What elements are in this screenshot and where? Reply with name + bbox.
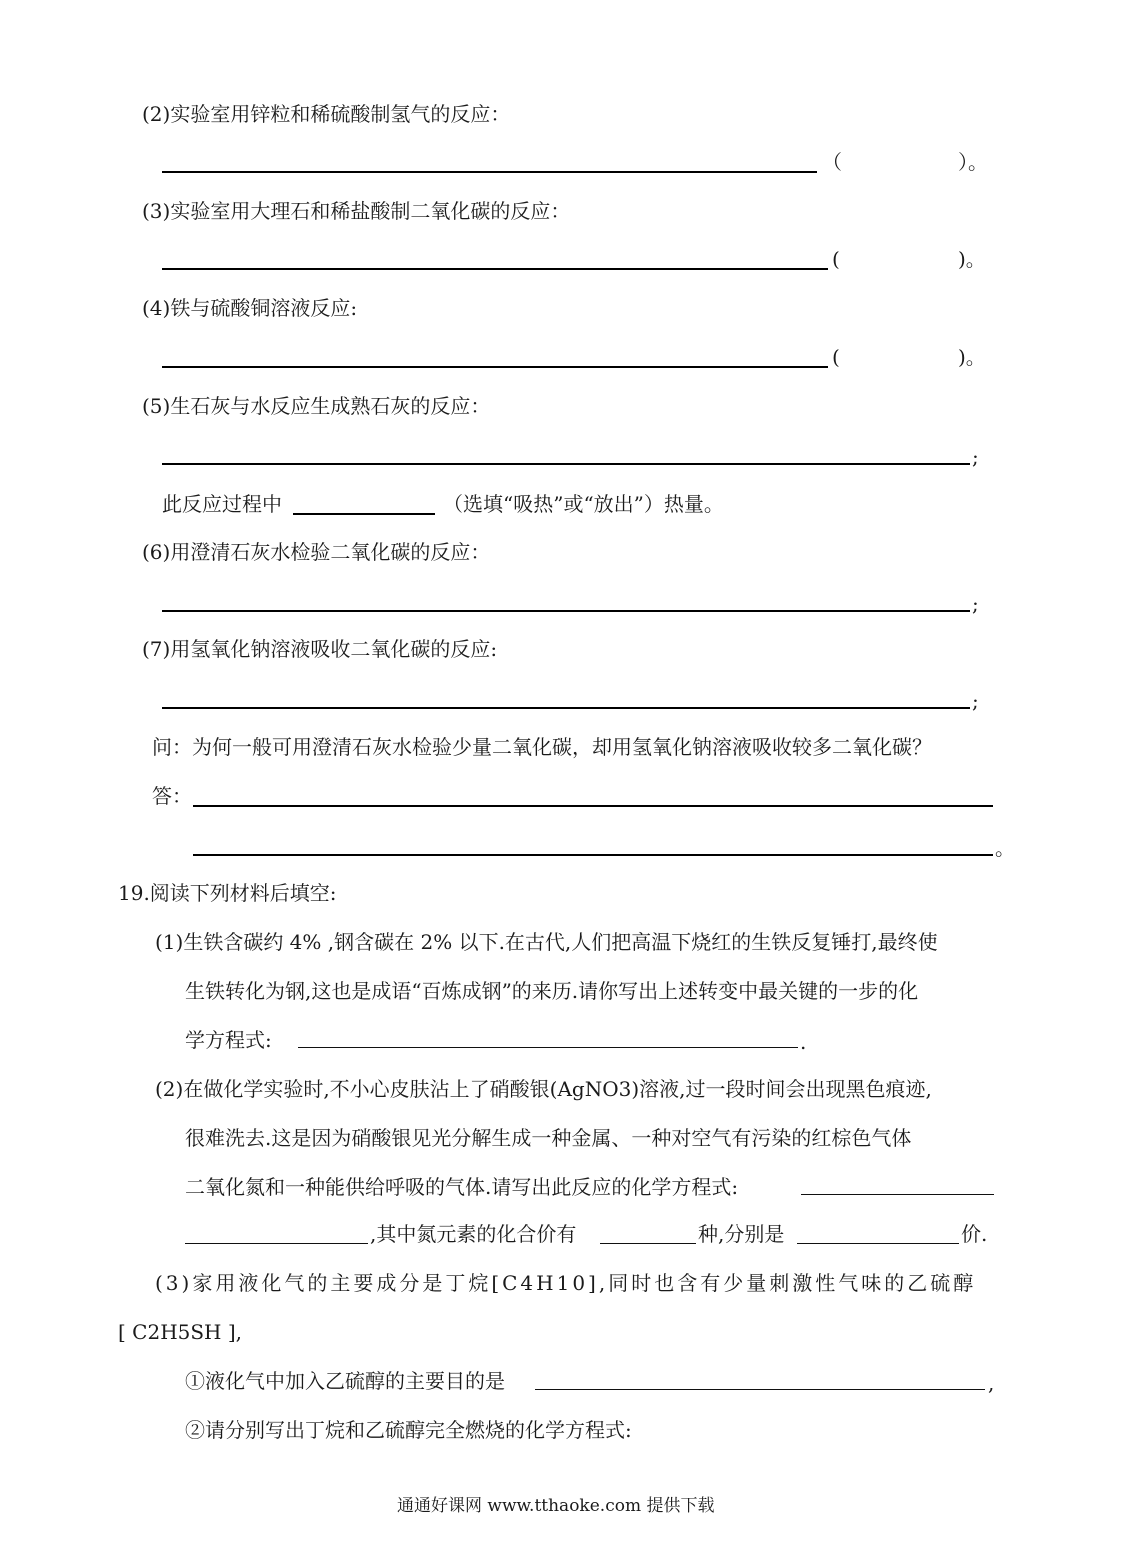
answer-label: 答： xyxy=(152,784,192,808)
q3-paren-open: ( xyxy=(832,247,840,271)
page-footer: 通通好课网 www.tthaoke.com 提供下载 xyxy=(397,1496,715,1516)
question-text: 问：为何一般可用澄清石灰水检验少量二氧化碳，却用氢氧化钠溶液吸收较多二氧化碳？ xyxy=(152,735,932,759)
q19-p2-line4-a: ,其中氮元素的化合价有 xyxy=(370,1222,577,1246)
q7-answer-line[interactable] xyxy=(162,707,970,709)
q2-paren-close: ）。 xyxy=(958,150,988,174)
q19-p3-purpose-blank[interactable] xyxy=(535,1389,985,1390)
q4-answer-line[interactable] xyxy=(162,366,828,368)
q3-paren-close: )。 xyxy=(958,247,986,271)
q5-label: (5)生石灰与水反应生成熟石灰的反应： xyxy=(142,394,491,418)
q6-label: (6)用澄清石灰水检验二氧化碳的反应： xyxy=(142,540,491,564)
answer-line-2[interactable] xyxy=(193,854,993,856)
q5-heat-blank[interactable] xyxy=(293,513,435,515)
q19-p2-count-blank[interactable] xyxy=(600,1243,696,1244)
q19-p3-sub1-prefix: ①液化气中加入乙硫醇的主要目的是 xyxy=(185,1369,505,1393)
q7-label: (7)用氢氧化钠溶液吸收二氧化碳的反应: xyxy=(142,637,498,661)
q19-p2-valence-blank[interactable] xyxy=(797,1243,959,1244)
q19-p2-equation-blank-2[interactable] xyxy=(185,1243,368,1244)
q19-p1-line1: (1)生铁含碳约 4% ,钢含碳在 2% 以下.在古代,人们把高温下烧红的生铁反复锤打,最终使 xyxy=(155,930,938,954)
q5-followup-prefix: 此反应过程中 xyxy=(162,492,282,516)
q3-answer-line[interactable] xyxy=(162,268,828,270)
q19-p2-equation-blank-1[interactable] xyxy=(801,1194,994,1195)
q5-end: ; xyxy=(972,445,979,469)
q19-p3-line1: (3)家用液化气的主要成分是丁烷[C4H10],同时也含有少量刺激性气味的乙硫醇 xyxy=(155,1271,977,1295)
q4-paren-close: )。 xyxy=(958,345,986,369)
q2-label: (2)实验室用锌粒和稀硫酸制氢气的反应： xyxy=(142,102,511,126)
q19-p1-line2: 生铁转化为钢,这也是成语“百炼成钢”的来历.请你写出上述转变中最关键的一步的化 xyxy=(185,979,919,1003)
q5-answer-line[interactable] xyxy=(162,463,970,465)
q19-p3-line2: [ C2H5SH ], xyxy=(118,1320,243,1344)
q19-p3-sub1-end: , xyxy=(988,1371,995,1395)
q19-heading: 19.阅读下列材料后填空: xyxy=(118,881,337,905)
answer-end: 。 xyxy=(995,836,1015,860)
q5-followup-suffix: （选填“吸热”或“放出”）热量。 xyxy=(443,492,724,516)
q4-label: (4)铁与硫酸铜溶液反应: xyxy=(142,296,358,320)
answer-line-1[interactable] xyxy=(193,805,993,807)
q19-p1-line3-end: . xyxy=(800,1030,807,1054)
q19-p2-line4-c: 价. xyxy=(961,1222,988,1246)
q4-paren-open: ( xyxy=(832,345,840,369)
q2-answer-line[interactable] xyxy=(162,171,817,173)
q19-p1-equation-blank[interactable] xyxy=(298,1047,798,1048)
q19-p2-line1: (2)在做化学实验时,不小心皮肤沾上了硝酸银(AgNO3)溶液,过一段时间会出现黑色痕迹, xyxy=(155,1077,932,1101)
q19-p2-line2: 很难洗去.这是因为硝酸银见光分解生成一种金属、一种对空气有污染的红棕色气体 xyxy=(185,1126,912,1150)
q7-end: ; xyxy=(972,689,979,713)
q6-end: ; xyxy=(972,592,979,616)
q19-p2-line4-b: 种,分别是 xyxy=(698,1222,785,1246)
q2-paren-open: （ xyxy=(822,150,842,174)
q19-p3-sub2: ②请分别写出丁烷和乙硫醇完全燃烧的化学方程式: xyxy=(185,1418,632,1442)
q19-p1-line3-prefix: 学方程式: xyxy=(185,1028,272,1052)
q6-answer-line[interactable] xyxy=(162,610,970,612)
q3-label: (3)实验室用大理石和稀盐酸制二氧化碳的反应： xyxy=(142,199,571,223)
q19-p2-line3: 二氧化氮和一种能供给呼吸的气体.请写出此反应的化学方程式: xyxy=(185,1175,739,1199)
